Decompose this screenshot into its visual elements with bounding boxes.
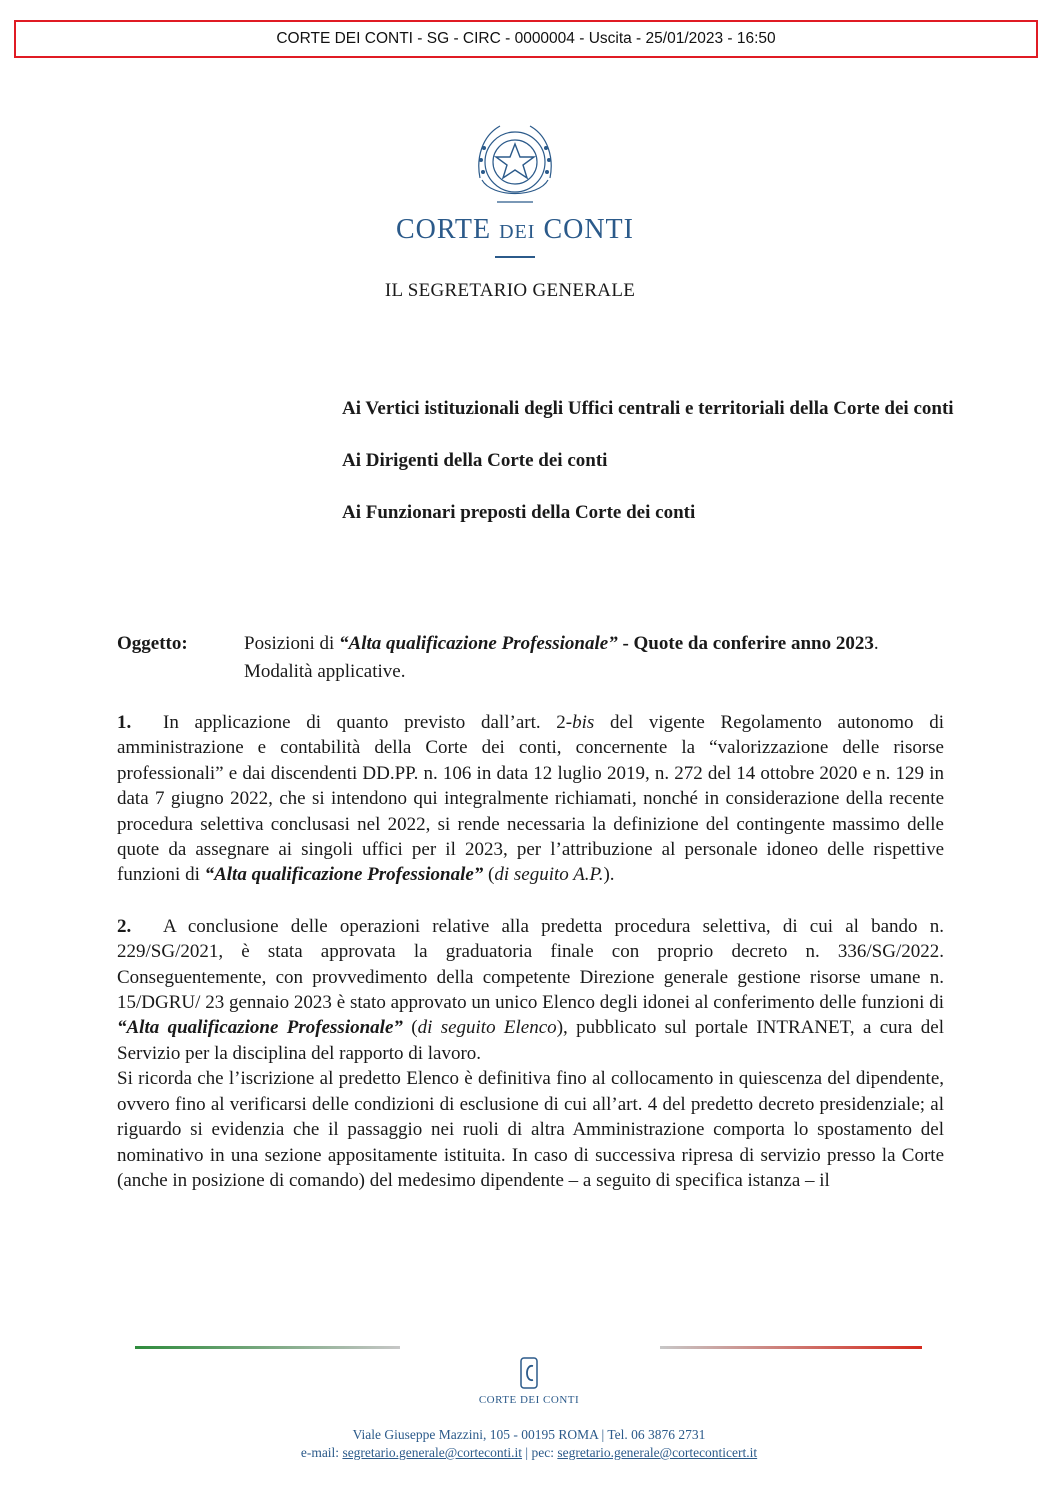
logo-divider xyxy=(495,256,535,258)
subject-label: Oggetto: xyxy=(117,633,188,654)
subject-block xyxy=(117,630,947,686)
footer-email-line xyxy=(0,1444,1058,1462)
email-link[interactable]: segretario.generale@corteconti.it xyxy=(342,1445,523,1460)
paragraph-number: 1. xyxy=(117,712,132,733)
recipient-item: Ai Funzionari preposti della Corte dei conti xyxy=(342,502,696,523)
footer-flag-green-rule xyxy=(135,1346,400,1349)
email-label: e-mail: xyxy=(300,1445,343,1460)
subject-text xyxy=(244,630,947,686)
pec-label: | pec: xyxy=(522,1445,558,1460)
paragraph-1 xyxy=(117,710,944,888)
paragraph-2 xyxy=(117,914,944,1066)
footer-logo-text: CORTE DEI CONTI xyxy=(478,1394,580,1406)
letter-body xyxy=(117,710,944,1193)
paragraph-emphasis: “Alta qualificazione Professionale” xyxy=(117,1017,403,1039)
footer-flag-red-rule xyxy=(660,1346,922,1349)
paragraph-italic: di seguito Elenco xyxy=(417,1017,557,1039)
paragraph-text: ( xyxy=(483,864,495,886)
footer-logo-icon xyxy=(489,1356,569,1396)
subject-bold: - Quote da conferire anno 2023 xyxy=(617,633,874,654)
subject-prefix: Posizioni di xyxy=(244,633,340,654)
protocol-text: CORTE DEI CONTI - SG - CIRC - 0000004 - Uscita - 25/01/2023 - 16:50 xyxy=(276,30,776,47)
recipients-list xyxy=(342,396,962,552)
subject-emphasis: “Alta qualificazione Professionale” xyxy=(339,633,618,654)
paragraph-italic: bis xyxy=(572,712,595,733)
page-title: IL SEGRETARIO GENERALE xyxy=(384,280,636,301)
italian-republic-emblem-icon xyxy=(472,118,558,210)
paragraph-text: ). xyxy=(603,864,615,886)
paragraph-text: A conclusione delle operazioni relative alla predetta procedura selettiva, di cui al bando n. 229/SG/2021, è stata approvata la graduatoria finale con proprio decreto n. 336/SG/2022. Conseguentemente, con provvedimento della competente Direzione generale gestione risorse umane n. 15/DGRU/ 23 gennaio 2023 è stato approvato un unico Elenco degli idonei al conferimento delle funzioni di xyxy=(117,915,944,1014)
recipient-item: Ai Dirigenti della Corte dei conti xyxy=(342,450,608,471)
institution-logo-text xyxy=(360,214,670,246)
paragraph-text: ), pubblicato sul portale INTRANET, a cura del Servizio per la disciplina del rapporto di lavoro. xyxy=(117,1017,944,1064)
protocol-stamp xyxy=(14,20,1038,58)
subject-suffix: . Modalità applicative. xyxy=(244,633,879,682)
paragraph-emphasis: “Alta qualificazione Professionale” xyxy=(204,864,484,886)
recipient-item: Ai Vertici istituzionali degli Uffici centrali e territoriali della Corte dei conti xyxy=(342,398,954,419)
paragraph-italic: di seguito A.P. xyxy=(494,864,604,886)
paragraph-text: ( xyxy=(402,1017,418,1039)
footer-contacts xyxy=(0,1426,1058,1462)
footer-address-line: Viale Giuseppe Mazzini, 105 - 00195 ROMA | Tel. 06 3876 2731 xyxy=(352,1427,706,1442)
pec-link[interactable]: segretario.generale@corteconticert.it xyxy=(557,1445,758,1460)
paragraph-text: In applicazione di quanto previsto dall’art. 2- xyxy=(163,712,573,733)
paragraph-number: 2. xyxy=(117,915,132,937)
logo-word-corte: CORTE xyxy=(396,214,492,245)
paragraph-3: Si ricorda che l’iscrizione al predetto Elenco è definitiva fino al collocamento in quiescenza del dipendente, ovvero fino al verificarsi delle condizioni di esclusione di cui all’art. 4 del predetto decreto presidenziale; al riguardo si evidenzia che il passaggio nei ruoli di altra Amministrazione comporta lo spostamento del nominativo in una sezione appositamente istituita. In caso di successiva ripresa di servizio presso la Corte (anche in posizione di comando) del medesimo dipendente – a seguito di specifica istanza – il xyxy=(117,1068,944,1191)
logo-word-conti: CONTI xyxy=(543,214,634,245)
paragraph-text: del vigente Regolamento autonomo di amministrazione e contabilità della Corte dei conti, concernente la “valorizzazione delle risorse professionali” e dai discendenti DD.PP. n. 106 in data 12 luglio 2019, n. 272 del 14 ottobre 2020 e n. 129 in data 7 giugno 2022, che si intendono qui integralmente richiamati, nonché in considerazione della recente procedura selettiva conclusasi nel 2022, si rende necessaria la definizione del contingente massimo delle quote da assegnare ai singoli uffici per il 2023, per l’attribuzione al personale idoneo delle rispettive funzioni di xyxy=(117,712,944,886)
logo-word-dei: DEI xyxy=(499,221,536,243)
